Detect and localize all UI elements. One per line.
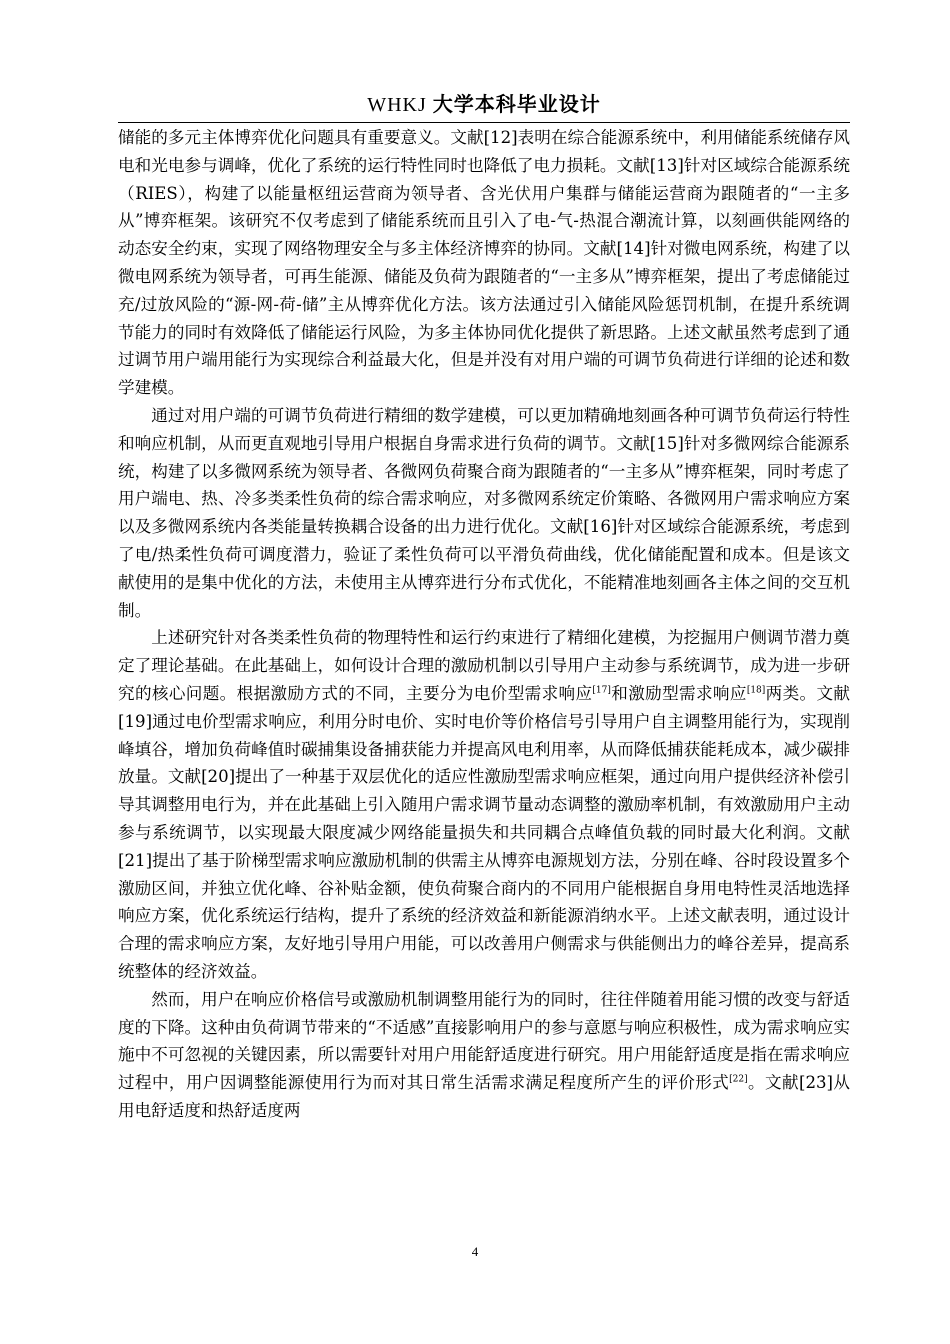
page-header <box>118 88 850 117</box>
citation-superscript: [22] <box>729 1074 748 1085</box>
paragraph <box>118 402 850 624</box>
text-segment: 和激励型需求响应 <box>610 683 747 703</box>
citation-superscript: [18] <box>746 685 766 696</box>
paragraph <box>118 624 850 985</box>
text-segment: 通过对用户端的可调节负荷进行精细的数学建模，可以更加精确地刻画各种可调节负荷运行特性和响应机制，从而更直观地引导用户根据自身需求进行负荷的调节。文献[15]针对多微网综合能源系统，构建了以多微网系统为领导者、各微网负荷聚合商为跟随者的“一主多从”博弈框架，同时考虑了用户端电、热、冷多类柔性负荷的综合需求响应，对多微网系统定价策略、各微网用户需求响应方案以及多微网系统内各类能量转换耦合设备的出力进行优化。文献[16]针对区域综合能源系统，考虑到了电/热柔性负荷可调度潜力，验证了柔性负荷可以平滑负荷曲线，优化储能配置和成本。但是该文献使用的是集中优化的方法，未使用主从博弈进行分布式优化，不能精准地刻画各主体之间的交互机制。 <box>118 405 850 620</box>
text-segment: 上述研究针对各类柔性负荷的物理特性和运行约束进行了精细化建模，为挖掘用户侧调节潜力奠定了理论基础。在此基础上，如何设计合理的激励机制以引导用户主动参与系统调节，成为进一步研究的核心问题。根据激励方式的不同，主要分为电价型需求响应 <box>118 628 850 703</box>
header-title: 大学本科毕业设计 <box>432 92 601 116</box>
text-segment: 储能的多元主体博弈优化问题具有重要意义。文献[12]表明在综合能源系统中，利用储能系统储存风电和光电参与调峰，优化了系统的运行特性同时也降低了电力损耗。文献[13]针对区域综合能源系统（RIES），构建了以能量枢纽运营商为领导者、含光伏用户集群与储能运营商为跟随者的“一主多从”博弈框架。该研究不仅考虑到了储能系统而且引入了电-气-热混合潮流计算，以刻画供能网络的动态安全约束，实现了网络物理安全与多主体经济博弈的协同。文献[14]针对微电网系统，构建了以微电网系统为领导者，可再生能源、储能及负荷为跟随者的“一主多从”博弈框架，提出了考虑储能过充/过放风险的“源-网-荷-储”主从博弈优化方法。该方法通过引入储能风险惩罚机制，在提升系统调节能力的同时有效降低了储能运行风险，为多主体协同优化提供了新思路。上述文献虽然考虑到了通过调节用户端用能行为实现综合利益最大化，但是并没有对用户端的可调节负荷进行详细的论述和数学建模。 <box>118 128 850 398</box>
citation-superscript: [17] <box>592 685 611 696</box>
page-number: 4 <box>471 1244 479 1259</box>
text-segment: 两类。文献[19]通过电价型需求响应，利用分时电价、实时电价等价格信号引导用户自主调整用能行为，实现削峰填谷，增加负荷峰值时碳捕集设备捕获能力并提高风电利用率，从而降低捕获能耗成本，减少碳排放量。文献[20]提出了一种基于双层优化的适应性激励型需求响应框架，通过向用户提供经济补偿引导其调整用电行为，并在此基础上引入随用户需求调节量动态调整的激励率机制，有效激励用户主动参与系统调节，以实现最大限度减少网络能量损失和共同耦合点峰值负载的同时最大化利润。文献[21]提出了基于阶梯型需求响应激励机制的供需主从博弈电源规划方法，分别在峰、谷时段设置多个激励区间，并独立优化峰、谷补贴金额，使负荷聚合商内的不同用户能根据自身用电特性灵活地选择响应方案，优化系统运行结构，提升了系统的经济效益和新能源消纳水平。上述文献表明，通过设计合理的需求响应方案，友好地引导用户用能，可以改善用户侧需求与供能侧出力的峰谷差异，提高系统整体的经济效益。 <box>118 683 851 981</box>
header-prefix: WHKJ <box>367 94 433 116</box>
paragraph <box>118 986 850 1125</box>
header-rule <box>118 122 850 123</box>
text-segment: 。文献[23]从用电舒适度和热舒适度两 <box>118 1073 851 1120</box>
text-segment: 然而，用户在响应价格信号或激励机制调整用能行为的同时，往往伴随着用能习惯的改变与舒适度的下降。这种由负荷调节带来的“不适感”直接影响用户的参与意愿与响应积极性，成为需求响应实施中不可忽视的关键因素，所以需要针对用户用能舒适度进行研究。用户用能舒适度是指在需求响应过程中，用户因调整能源使用行为而对其日常生活需求满足程度所产生的评价形式 <box>118 989 850 1093</box>
paragraph <box>118 124 850 402</box>
body-text <box>118 124 850 1125</box>
